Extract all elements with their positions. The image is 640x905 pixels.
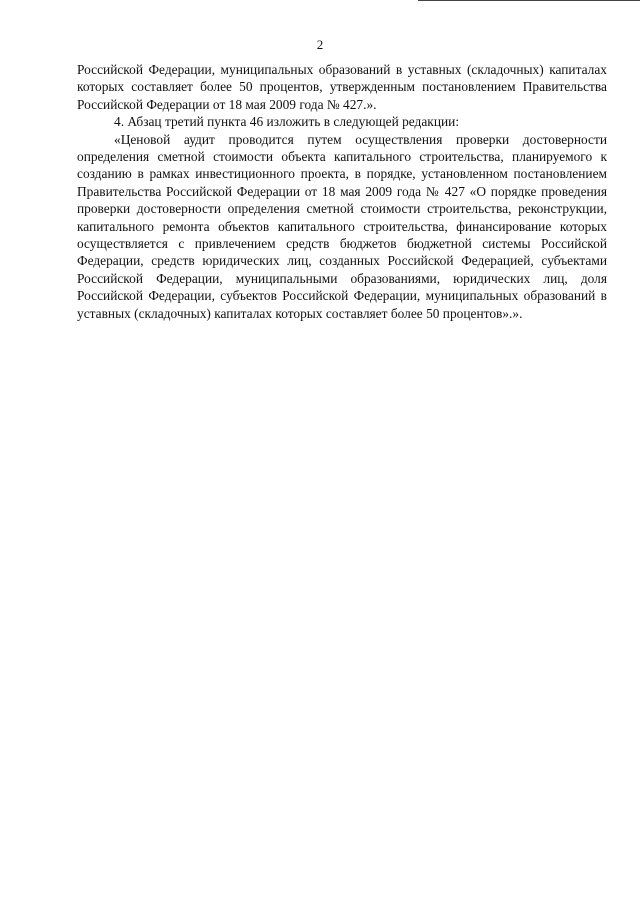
page-number: 2 (316, 37, 324, 52)
top-rule (418, 0, 640, 1)
document-body (77, 61, 607, 322)
paragraph-item-4: 4. Абзац третий пункта 46 изложить в следующей редакции: (114, 114, 460, 130)
paragraph-continuation: Российской Федерации, муниципальных образований в уставных (складочных) капиталах которых составляет более 50 процентов, утвержденным постановлением Правительства Российской Федерации от 18 мая 2009 года № 427.». (77, 62, 607, 112)
paragraph-quoted-amendment: «Ценовой аудит проводится путем осуществления проверки достоверности определения сметной стоимости объекта капитального строительства, планируемого к созданию в рамках инвестиционного проекта, в порядке, установленном постановлением Правительства Российской Федерации от 18 мая 2009 года № 427 «О порядке проведения проверки достоверности определения сметной стоимости строительства, реконструкции, капитального ремонта объектов капитального строительства, финансирование которых осуществляется с привлечением средств бюджетов бюджетной системы Российской Федерации, средств юридических лиц, созданных Российской Федерацией, субъектами Российской Федерации, муниципальными образованиями, юридических лиц, доля Российской Федерации, субъектов Российской Федерации, муниципальных образований в уставных (складочных) капиталах которых составляет более 50 процентов».». (77, 131, 607, 321)
